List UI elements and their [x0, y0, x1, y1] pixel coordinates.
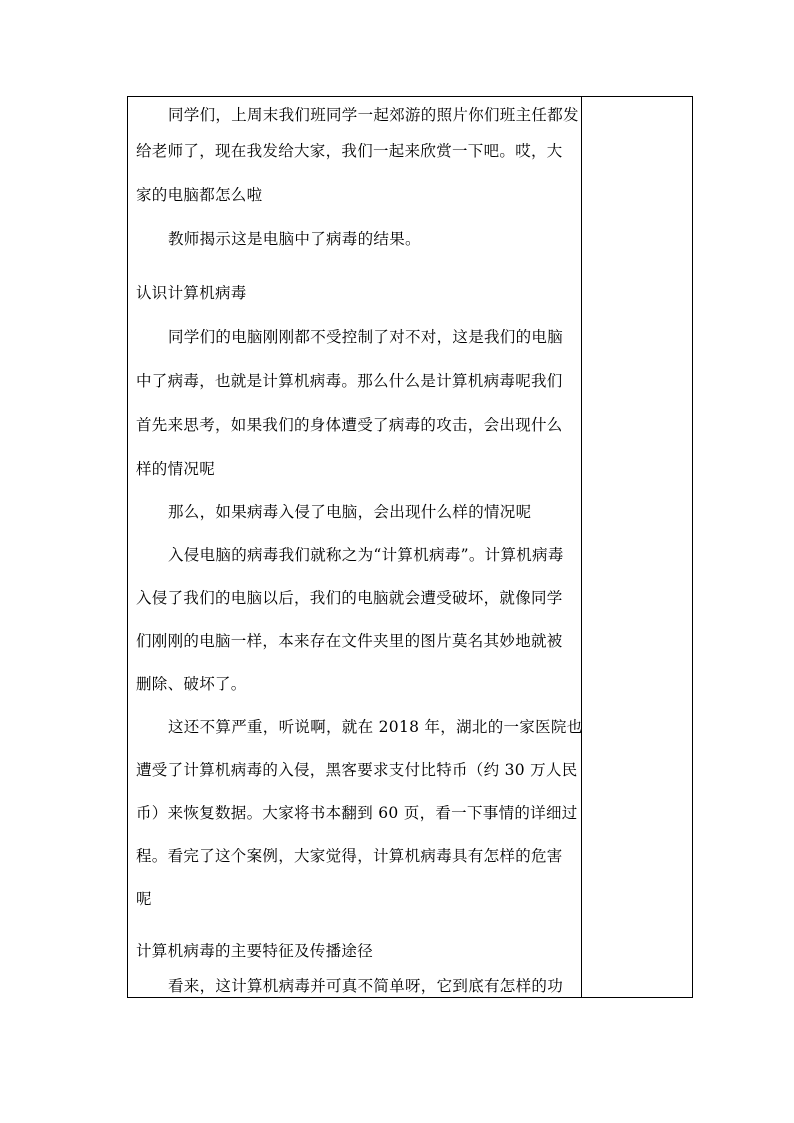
lesson-table: [127, 96, 693, 998]
paragraph-line: 入侵电脑的病毒我们就称之为“计算机病毒”。计算机病毒: [168, 546, 564, 564]
paragraph-line: 同学们的电脑刚刚都不受控制了对不对，这是我们的电脑: [168, 328, 564, 346]
paragraph-line: 程。看完了这个案例，大家觉得，计算机病毒具有怎样的危害: [136, 847, 563, 865]
paragraph-line: 家的电脑都怎么啦: [136, 186, 263, 204]
section-heading: 认识计算机病毒: [136, 284, 247, 302]
paragraph-line: 中了病毒，也就是计算机病毒。那么什么是计算机病毒呢我们: [136, 372, 563, 390]
paragraph-line: 同学们，上周末我们班同学一起郊游的照片你们班主任都发: [168, 106, 579, 124]
paragraph-line: 币）来恢复数据。大家将书本翻到 60 页，看一下事情的详细过: [136, 804, 578, 822]
paragraph-line: 给老师了，现在我发给大家，我们一起来欣赏一下吧。哎，大: [136, 142, 563, 160]
paragraph-line: 遭受了计算机病毒的入侵，黑客要求支付比特币（约 30 万人民: [136, 761, 578, 779]
paragraph-line: 入侵了我们的电脑以后，我们的电脑就会遭受破坏，就像同学: [136, 589, 563, 607]
paragraph-line: 首先来思考，如果我们的身体遭受了病毒的攻击，会出现什么: [136, 416, 563, 434]
paragraph-line: 那么，如果病毒入侵了电脑，会出现什么样的情况呢: [168, 503, 532, 521]
paragraph-line: 删除、破坏了。: [136, 675, 247, 693]
notes-cell: [582, 97, 692, 997]
paragraph-line: 看来，这计算机病毒并可真不简单呀，它到底有怎样的功: [168, 977, 564, 995]
paragraph-line: 样的情况呢: [136, 460, 216, 478]
paragraph-line: 这还不算严重，听说啊，就在 2018 年，湖北的一家医院也: [168, 718, 583, 736]
section-heading: 计算机病毒的主要特征及传播途径: [136, 942, 374, 960]
paragraph-line: 教师揭示这是电脑中了病毒的结果。: [168, 230, 421, 248]
paragraph-line: 们刚刚的电脑一样，本来存在文件夹里的图片莫名其妙地就被: [136, 632, 563, 650]
paragraph-line: 呢: [136, 890, 152, 908]
